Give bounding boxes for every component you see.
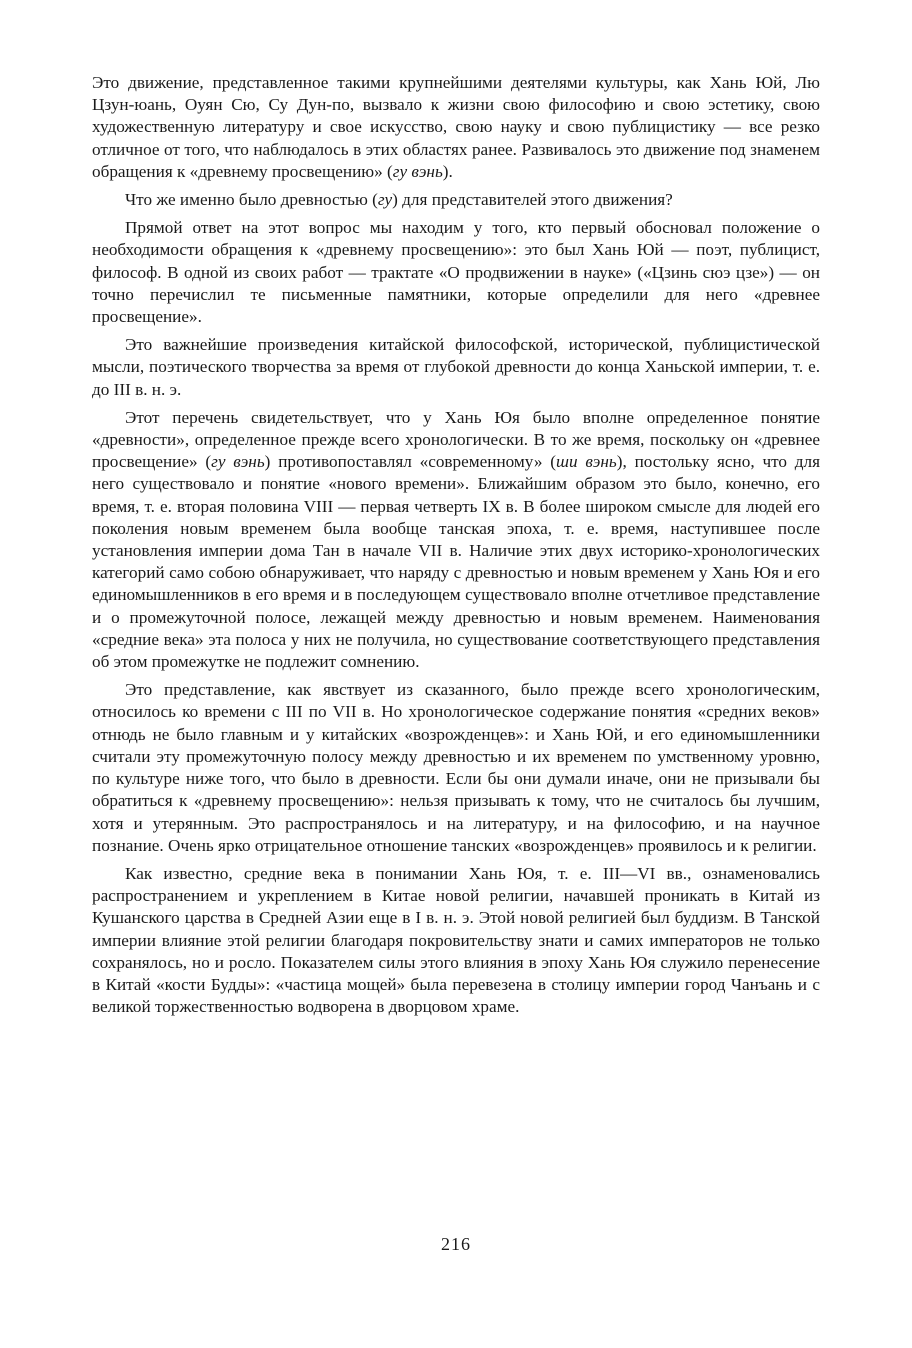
text-run: ) для представителей этого движения?	[392, 190, 673, 210]
text-run: ), постольку ясно, что для него существовало и понятие «нового времени». Ближайшим образом это было, конечно, его время, т. е. вторая половина VIII — первая четверть IX в. В более широком смысле для людей его поколения новым временем была вообще танская эпоха, т. е. время, наступившее после установления империи дома Тан в начале VII в. Наличие этих двух историко-хронологических категорий само собою обнаруживает, что наряду с древностью и новым временем у Хань Юя и его единомышленников в его время и в последующем существовало вполне отчетливое представление и о промежуточной полосе, лежащей между древностью и новым временем. Наименования «средние века» эта полоса у них не получила, но существование соответствующего представления об этом промежутке не подлежит сомнению.	[92, 452, 821, 672]
text-run: Это важнейшие произведения китайской философской, исторической, публицистической мысли, поэтического творчества за время от глубокой древности до конца Ханьской империи, т. е. до III в. н. э.	[92, 335, 820, 399]
page-body	[92, 72, 820, 1024]
text-run: Что же именно было древностью (	[125, 190, 378, 210]
italic-term: гу	[377, 190, 393, 210]
text-run: Прямой ответ на этот вопрос мы находим у того, кто первый обосновал положение о необходимости обращения к «древнему просвещению»: это был Хань Юй — поэт, публицист, философ. В одной из своих работ — трактате «О продвижении в науке» («Цзинь сюэ цзе») — он точно перечислил те письменные памятники, которые определили для него «древнее просвещение».	[92, 218, 820, 327]
italic-term: гу вэнь	[211, 452, 265, 472]
paragraph	[92, 72, 820, 183]
paragraph	[92, 863, 820, 1018]
paragraph	[92, 679, 820, 857]
text-run: ).	[442, 161, 453, 181]
text-run: Этот перечень свидетельствует, что у Хань Юя было вполне определенное понятие «древности», определенное прежде всего хронологически. В то же время, поскольку он «древнее просвещение» (	[92, 407, 820, 472]
text-run: Как известно, средние века в понимании Хань Юя, т. е. III—VI вв., ознаменовались распространением и укреплением в Китае новой религии, начавшей проникать в Китай из Кушанского царства в Средней Азии еще в I в. н. э. Этой новой религией был буддизм. В Танской империи влияние этой религии благодаря покровительству знати и самих императоров не только сохранялось, но и росло. Показателем силы этого влияния в эпоху Хань Юя служило перенесение в Китай «кости Будды»: «частица мощей» была перевезена в столицу империи город Чанъань и с великой торжественностью водворена в дворцовом храме.	[92, 863, 820, 1017]
italic-term: ши вэнь	[555, 452, 617, 472]
paragraph	[92, 217, 820, 328]
text-run: Это движение, представленное такими крупнейшими деятелями культуры, как Хань Юй, Лю Цзун-юань, Оуян Сю, Су Дун-по, вызвало к жизни свою философию и свою эстетику, свою художественную литературу и свое искусство, свою науку и свою публицистику — все резко отличное от того, что наблюдалось в этих областях ранее. Развивалось это движение под знаменем обращения к «древнему просвещению» (	[92, 73, 820, 181]
page-number: 216	[441, 1234, 471, 1254]
paragraph	[92, 334, 820, 401]
italic-term: гу вэнь	[392, 161, 443, 181]
text-run: ) противопоставлял «современному» (	[264, 452, 556, 472]
paragraph	[92, 407, 820, 673]
paragraph	[92, 189, 820, 211]
text-run: Это представление, как явствует из сказанного, было прежде всего хронологическим, относилось ко времени с III по VII в. Но хронологическое содержание понятия «средних веков» отнюдь не было главным и у китайских «возрожденцев»: и Хань Юй, и его единомышленники считали эту промежуточную полосу между древностью и их временем по умственному уровню, по культуре ниже того, что было в древности. Если бы они думали иначе, они не призывали бы обратиться к «древнему просвещению»: нельзя призывать к тому, что не считалось бы лучшим, хотя и утерянным. Это распространялось и на литературу, и на философию, и на научное познание. Очень ярко отрицательное отношение танских «возрожденцев» проявилось и к религии.	[92, 680, 820, 855]
